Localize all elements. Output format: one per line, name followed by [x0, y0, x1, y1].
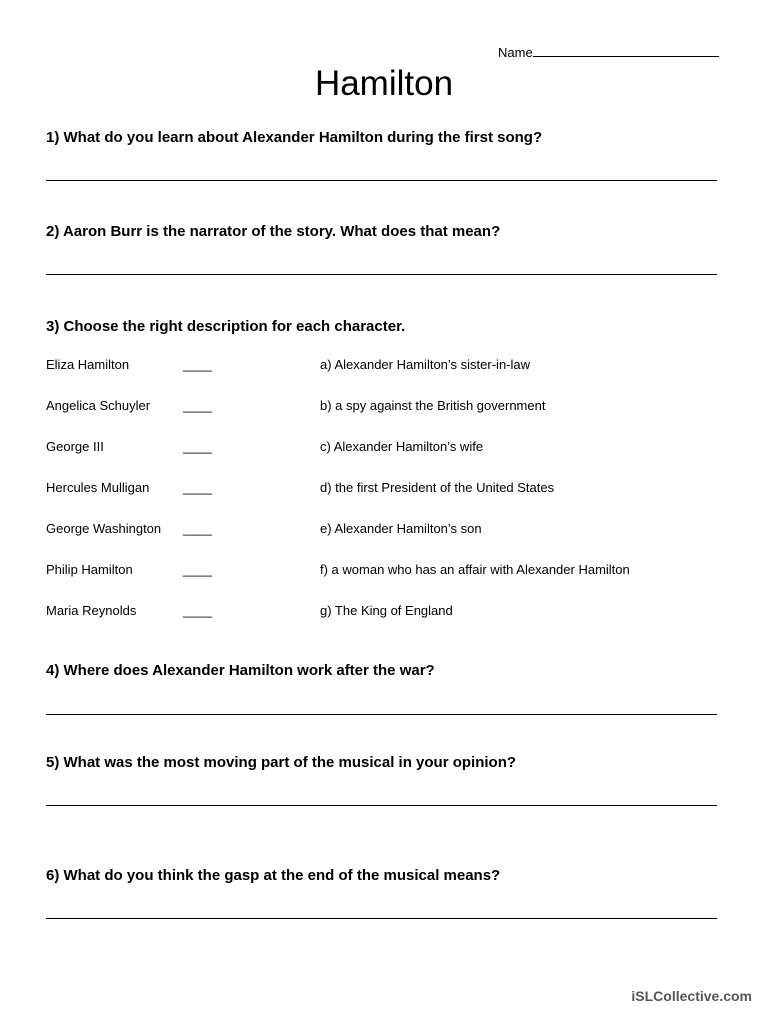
question-1: 1) What do you learn about Alexander Hamilton during the first song?: [46, 129, 543, 146]
question-2: 2) Aaron Burr is the narrator of the story. What does that mean?: [46, 223, 501, 240]
answer-line-5[interactable]: [46, 805, 717, 806]
character-name: Philip Hamilton: [46, 562, 133, 577]
match-row: [46, 521, 726, 539]
name-blank[interactable]: [533, 44, 719, 57]
match-row: [46, 562, 726, 580]
character-name: George Washington: [46, 521, 162, 536]
match-row: [46, 439, 726, 457]
match-row: [46, 398, 726, 416]
match-row: [46, 480, 726, 498]
character-description: a) Alexander Hamilton’s sister-in-law: [320, 357, 531, 372]
character-description: c) Alexander Hamilton’s wife: [320, 439, 484, 454]
character-name: Eliza Hamilton: [46, 357, 130, 372]
answer-line-2[interactable]: [46, 274, 717, 275]
character-description: b) a spy against the British government: [320, 398, 546, 413]
name-label: Name: [498, 45, 533, 60]
match-row: [46, 357, 726, 375]
answer-blank[interactable]: ____: [183, 562, 212, 577]
answer-blank[interactable]: ____: [183, 603, 212, 618]
answer-line-1[interactable]: [46, 180, 717, 181]
answer-blank[interactable]: ____: [183, 521, 212, 536]
character-description: d) the first President of the United States: [320, 480, 555, 495]
match-row: [46, 603, 726, 621]
question-6: 6) What do you think the gasp at the end of the musical means?: [46, 867, 501, 884]
character-name: Maria Reynolds: [46, 603, 137, 618]
question-3: 3) Choose the right description for each character.: [46, 318, 406, 335]
answer-line-6[interactable]: [46, 918, 717, 919]
question-5: 5) What was the most moving part of the musical in your opinion?: [46, 754, 517, 771]
watermark: iSLCollective.com: [631, 988, 752, 1004]
character-name: George III: [46, 439, 104, 454]
character-name: Hercules Mulligan: [46, 480, 150, 495]
page-title: Hamilton: [314, 64, 454, 103]
answer-blank[interactable]: ____: [183, 439, 212, 454]
name-field[interactable]: [498, 44, 719, 60]
answer-blank[interactable]: ____: [183, 357, 212, 372]
question-4: 4) Where does Alexander Hamilton work after the war?: [46, 662, 435, 679]
character-name: Angelica Schuyler: [46, 398, 151, 413]
character-description: g) The King of England: [320, 603, 453, 618]
answer-blank[interactable]: ____: [183, 398, 212, 413]
answer-blank[interactable]: ____: [183, 480, 212, 495]
answer-line-4[interactable]: [46, 714, 717, 715]
character-description: e) Alexander Hamilton’s son: [320, 521, 482, 536]
character-description: f) a woman who has an affair with Alexander Hamilton: [320, 562, 630, 577]
